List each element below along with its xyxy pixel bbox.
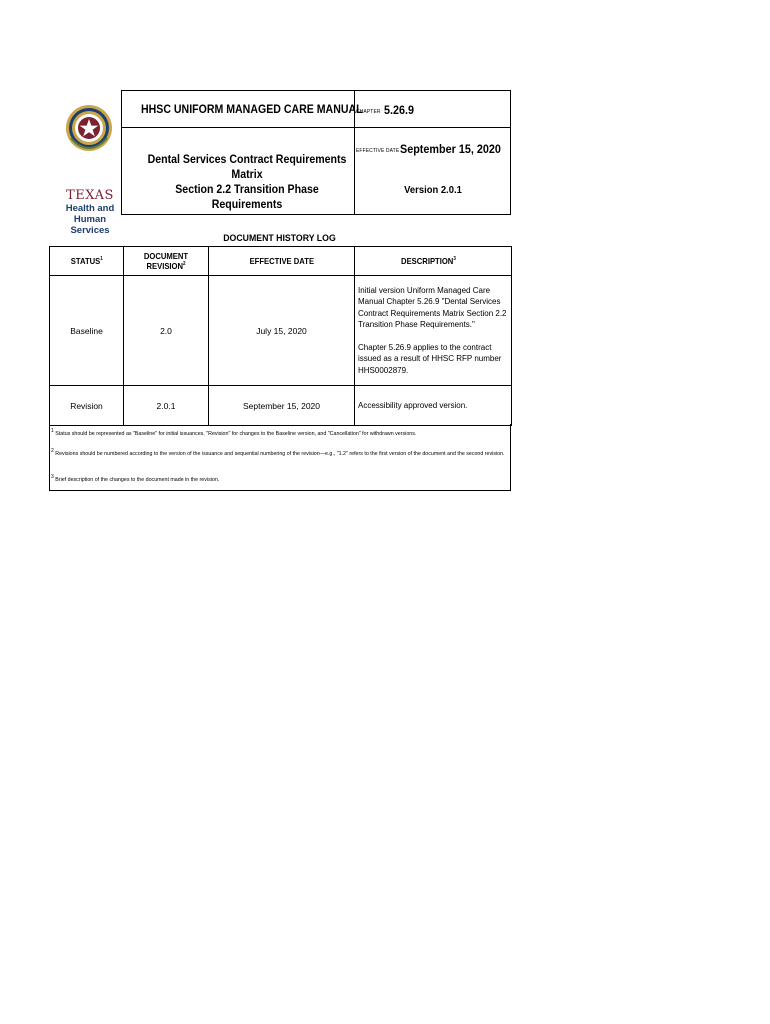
document-title-line1: Dental Services Contract Requirements Matrix <box>147 154 347 181</box>
header-bottom-border <box>121 214 511 215</box>
description-paragraph: Chapter 5.26.9 applies to the contract issued as a result of HHSC RFP number HHS0002879. <box>358 342 502 375</box>
chapter-value: 5.26.9 <box>384 103 415 117</box>
document-header <box>49 90 510 236</box>
texas-seal-icon <box>65 104 113 152</box>
footnote-number: 1 <box>51 428 54 434</box>
footnote <box>51 474 219 483</box>
footnote-number: 3 <box>51 474 54 480</box>
header-row-divider <box>121 127 511 128</box>
col-description-label: DESCRIPTION <box>401 256 454 266</box>
cell-description <box>355 276 512 386</box>
logo-agency-name <box>49 203 131 236</box>
cell-description: Accessibility approved version. <box>355 386 512 426</box>
footnote-text: Revisions should be numbered according to the version of the issuance and sequential numbering of the revision—e.g., "1.2" refers to the first version of the document and the second revision. <box>55 450 505 457</box>
col-effective-date-label: EFFECTIVE DATE <box>249 256 314 266</box>
col-description-sup: 3 <box>453 256 456 263</box>
col-status-label: STATUS <box>70 256 100 266</box>
col-effective-date <box>209 247 355 276</box>
table-row <box>50 276 512 386</box>
document-title <box>146 153 348 213</box>
chapter-label: CHAPTER <box>356 109 381 115</box>
footnotes <box>49 424 511 491</box>
cell-status: Baseline <box>50 276 124 386</box>
col-revision-sup: 2 <box>183 261 186 268</box>
col-status-sup: 1 <box>99 256 103 263</box>
footnote <box>51 448 505 457</box>
logo-texas-word: TEXAS <box>66 188 114 203</box>
footnote-text: Brief description of the changes to the document made in the revision. <box>55 476 220 483</box>
logo-agency-line2: Services <box>70 225 110 236</box>
effective-date-label: EFFECTIVE DATE <box>356 148 400 154</box>
header-right-border <box>510 90 511 215</box>
cell-revision: 2.0.1 <box>124 386 209 426</box>
cell-status: Revision <box>50 386 124 426</box>
version-label: Version 2.0.1 <box>404 184 462 196</box>
effective-date-value: September 15, 2020 <box>400 142 501 156</box>
hhs-logo <box>49 90 121 236</box>
cell-date: July 15, 2020 <box>209 276 355 386</box>
table-row <box>50 386 512 426</box>
col-revision <box>124 247 209 276</box>
col-status <box>50 247 124 276</box>
cell-date: September 15, 2020 <box>209 386 355 426</box>
history-log-title: DOCUMENT HISTORY LOG <box>223 233 336 244</box>
col-revision-label: DOCUMENT REVISION <box>143 251 189 271</box>
header-top-border <box>121 90 511 91</box>
cell-revision: 2.0 <box>124 276 209 386</box>
footnote-text: Status should be represented as "Baseline" for initial issuances, "Revision" for changes to the Baseline version, and "Cancellation" for withdrawn versions. <box>55 430 417 437</box>
logo-agency-line1: Health and Human <box>65 203 115 225</box>
footnote-number: 2 <box>51 448 54 454</box>
history-table <box>49 246 512 426</box>
document-title-line2: Section 2.2 Transition Phase Requirements <box>175 184 319 211</box>
footnote <box>51 428 416 437</box>
description-paragraph: Initial version Uniform Managed Care Manual Chapter 5.26.9 "Dental Services Contract Requirements Matrix Section 2.2 Transition Phase Requirements." <box>358 285 507 330</box>
manual-title: HHSC UNIFORM MANAGED CARE MANUAL <box>141 104 363 116</box>
col-description <box>355 247 512 276</box>
history-table-header <box>50 247 512 276</box>
